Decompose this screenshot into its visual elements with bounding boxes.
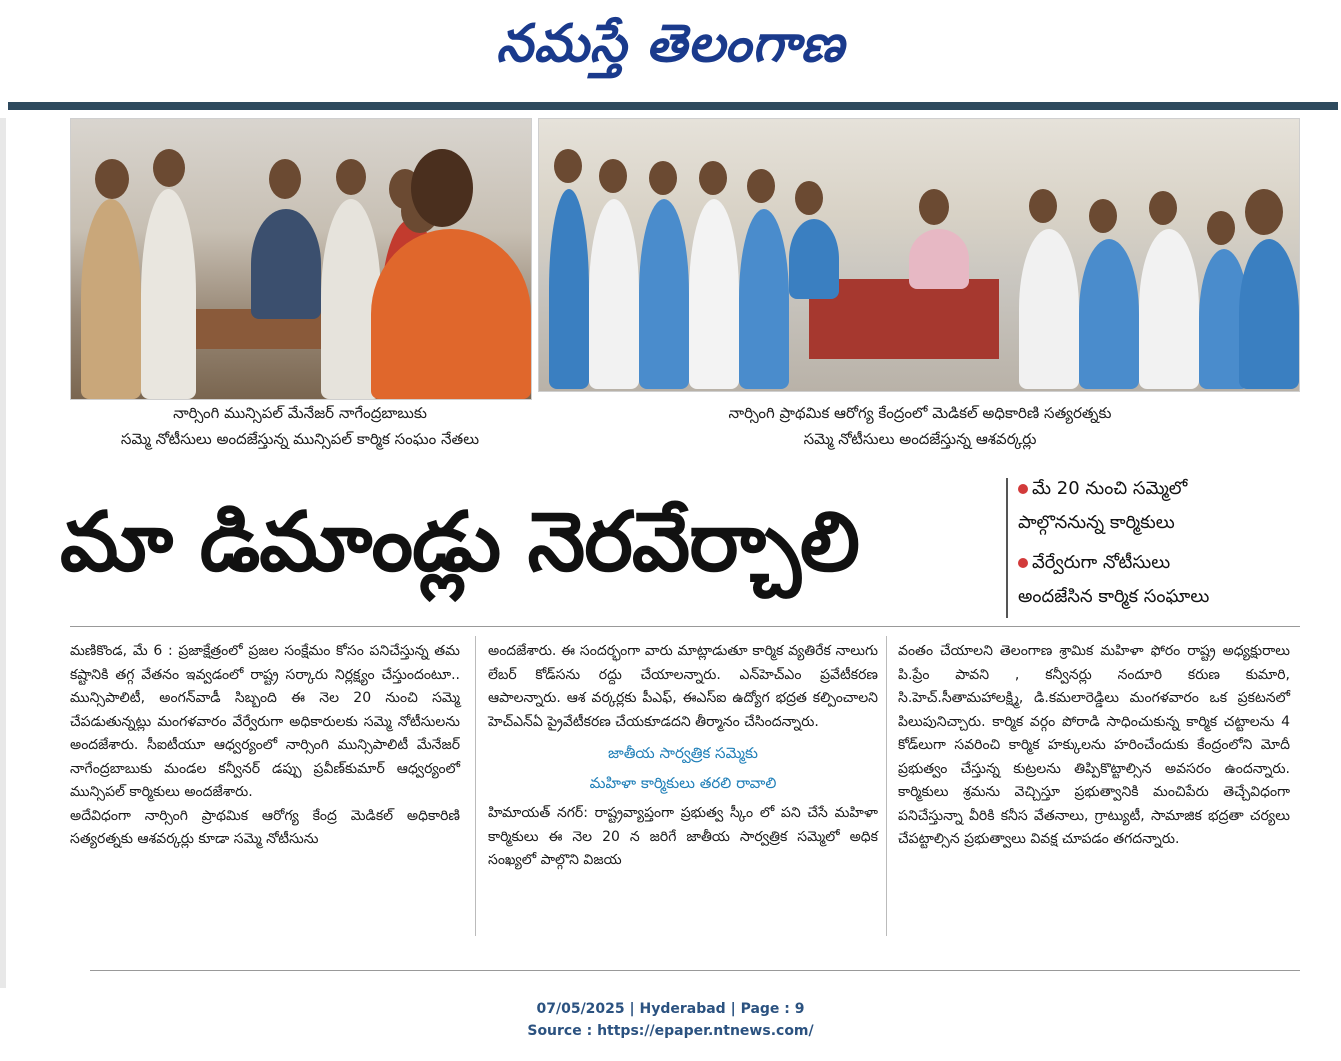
caption-line: సమ్మె నోటీసులు అందజేస్తున్న మున్సిపల్ కార్మిక సంఘం నేతలు — [120, 430, 480, 448]
paragraph: వంతం చేయాలని తెలంగాణ శ్రామిక మహిళా ఫోరం రాష్ట్ర అధ్యక్షురాలు పి.ప్రేం పావని , కన్వీనర్లు నందూరి కరుణ కుమారి, సి.హెచ్.సీతామహాలక్ష్మి, డి.కమలారెడ్డిలు మంగళవారం ఒక ప్రకటనలో పిలుపునిచ్చారు. కార్మిక వర్గం పోరాడి సాధించుకున్న కార్మిక చట్టాలను 4 కోడ్‌లుగా సవరించి కార్మిక హక్కులను హరించేందుకు కేంద్రంలోని మోదీ ప్రభుత్వం చేస్తున్న కుట్రలను తిప్పికొట్టాల్సిన అవసరం ఉందన్నారు. కార్మికులు శ్రమను వెచ్చిస్తూ ప్రభుత్వానికి మంచిపేరు తెచ్చేవిధంగా పనిచేస్తున్నా వీరికి కనీస వేతనాలు, గ్రాట్యుటీ, సామాజిక భద్రతా చర్యలు చేపట్టాల్సిన ప్రభుత్వాలు వివక్ష చూపడం తగదన్నారు. — [898, 643, 1290, 847]
photo-caption-2 — [600, 400, 1240, 452]
section-divider — [70, 626, 1300, 627]
masthead — [0, 0, 1341, 100]
column-divider — [886, 636, 887, 936]
highlight-item-cont: అందజేసిన కార్మిక సంఘాలు — [1018, 586, 1210, 607]
article-headline: మా డిమాండ్లు నెరవేర్చాలి — [60, 495, 860, 590]
paragraph: అదేవిధంగా నార్సింగి ప్రాథమిక ఆరోగ్య కేంద్ర మెడికల్ అధికారిణి సత్యరత్నకు ఆశవర్కర్లు కూడా సమ్మె నోటీసును — [70, 807, 460, 847]
footer-rule — [90, 970, 1300, 971]
news-photo-municipal-workers — [70, 118, 532, 400]
column-divider — [475, 636, 476, 936]
newspaper-title: నమస్తే తెలంగాణ — [496, 13, 845, 74]
caption-line: నార్సింగి ప్రాథమిక ఆరోగ్య కేంద్రంలో మెడికల్ అధికారిణి సత్యరత్నకు — [728, 404, 1112, 422]
bullet-icon — [1018, 484, 1028, 494]
edition-info: 07/05/2025 | Hyderabad | Page : 9 — [536, 1001, 805, 1017]
photo-caption-1 — [60, 400, 540, 452]
paragraph: అందజేశారు. ఈ సందర్భంగా వారు మాట్లాడుతూ కార్మిక వ్యతిరేక నాలుగు లేబర్ కోడ్‌సను రద్దు చేయాలన్నారు. ఎన్‌హెచ్‌ఎం ప్రవేటీకరణ ఆపాలన్నారు. ఆశ వర్కర్లకు పీఎఫ్, ఈఎస్‌ఐ ఉద్యోగ భద్రత కల్పించాలని హెచ్‌ఎన్‌ఏ ప్రైవేటీకరణ చేయకూడదని తీర్మానం చేసిందన్నారు. — [488, 643, 878, 730]
highlight-item: మే 20 నుంచి సమ్మెలో — [1018, 478, 1187, 503]
bullet-icon — [1018, 558, 1028, 568]
caption-line: సమ్మె నోటీసులు అందజేస్తున్న ఆశవర్కర్లు — [803, 430, 1037, 448]
highlight-item: వేర్వేరుగా నోటీసులు — [1018, 552, 1170, 577]
paragraph: మణికొండ, మే 6 : ప్రజాక్షేత్రంలో ప్రజల సంక్షేమం కోసం పనిచేస్తున్న తమ కష్టానికి తగ్గ వేతనం ఇవ్వడంలో రాష్ట్ర సర్కారు నిర్లక్ష్యం చేస్తుందంటూ.. మున్సిపాలిటీ, అంగన్‌వాడీ సిబ్బంది ఈ నెల 20 నుంచి సమ్మె చేపడుతున్నట్లు మంగళవారం వేర్వేరుగా అధికారులకు సమ్మె నోటీసులను అందజేశారు. సీఐటీయూ ఆధ్వర్యంలో నార్సింగి మున్సిపాలిటీ మేనేజర్ నాగేంద్రబాబుకు మండల కన్వీనర్ డప్పు ప్రవీణ్‌కుమార్ ఆధ్వర్యంలో మున్సిపల్ కార్మికులు అందజేశారు. — [70, 643, 460, 800]
page-edge — [0, 118, 6, 988]
article-column-3 — [898, 640, 1290, 852]
header-rule — [8, 102, 1338, 110]
article-column-1 — [70, 640, 460, 852]
article-column-2 — [488, 640, 878, 873]
page-footer — [0, 998, 1341, 1042]
highlight-item-cont: పాల్గొననున్న కార్మికులు — [1018, 512, 1175, 533]
source-link[interactable]: Source : https://epaper.ntnews.com/ — [527, 1023, 814, 1039]
paragraph: హిమాయత్ నగర్: రాష్ట్రవ్యాప్తంగా ప్రభుత్వ స్కీం లో పని చేసే మహిళా కార్మికులు ఈ నెల 20 న జరిగే జాతీయ సార్వత్రిక సమ్మెలో అధిక సంఖ్యలో పాల్గొని విజయ — [488, 805, 878, 868]
subheading: జాతీయ సార్వత్రిక సమ్మెకు మహిళా కార్మికులు తరలి రావాలి — [589, 744, 777, 792]
caption-line: నార్సింగి మున్సిపల్ మేనేజర్ నాగేంద్రబాబుకు — [173, 404, 427, 422]
news-photo-asha-workers — [538, 118, 1300, 392]
highlights-box — [1006, 478, 1308, 618]
